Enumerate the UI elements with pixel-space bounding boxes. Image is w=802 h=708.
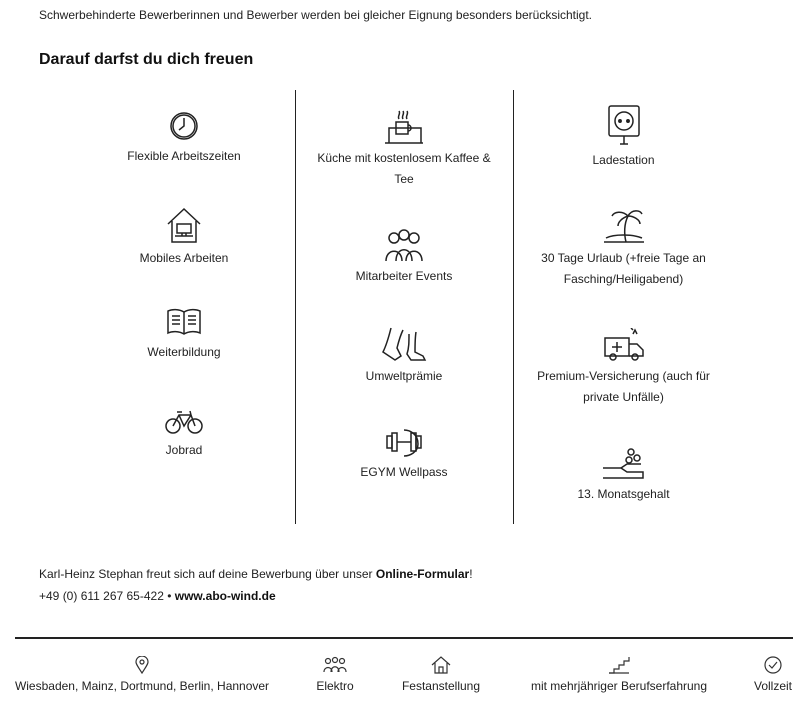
intro-text: Schwerbehinderte Bewerberinnen und Bewerber werden bei gleicher Eignung besonders berücksichtigt. (39, 8, 593, 22)
benefit-label: Ladestation (592, 153, 655, 167)
benefit-label: Jobrad (165, 443, 203, 457)
benefit-egym (296, 426, 512, 483)
house-icon (431, 656, 451, 674)
benefit-flexible-hours (74, 110, 294, 167)
footer-hours: Vollzeit (748, 656, 798, 694)
clock-check-icon (764, 656, 782, 674)
footer-divider (15, 637, 793, 639)
benefit-environment-bonus (296, 326, 512, 387)
benefit-label: 30 Tage Urlaub (+freie Tage an Fasching/Heiligabend) (541, 251, 706, 286)
section-title: Darauf darfst du dich freuen (39, 51, 254, 68)
benefits-column-2 (295, 90, 512, 524)
charging-socket-icon (607, 104, 641, 146)
walking-feet-icon (381, 326, 427, 362)
benefit-label: Flexible Arbeitszeiten (127, 149, 241, 163)
contact-block (39, 563, 473, 607)
people-group-icon (384, 228, 424, 262)
contact-text: Karl-Heinz Stephan freut sich auf deine Bewerbung über unser (39, 567, 376, 581)
coffee-kitchen-icon (383, 108, 425, 144)
clock-icon (168, 110, 200, 142)
benefit-label: Mobiles Arbeiten (139, 251, 229, 265)
contact-text-end: ! (469, 567, 473, 581)
dumbbell-icon (384, 426, 424, 458)
benefit-13th-salary (514, 448, 733, 505)
phone-number: +49 (0) 611 267 65-422 • (39, 589, 175, 603)
stairs-icon (608, 656, 630, 674)
location-pin-icon (135, 656, 149, 674)
benefit-label: Mitarbeiter Events (355, 269, 453, 283)
footer-experience: mit mehrjähriger Berufserfahrung (528, 656, 710, 694)
benefit-training (74, 306, 294, 363)
benefit-charging-station (514, 104, 733, 171)
online-form-link[interactable]: Online-Formular (375, 567, 470, 581)
benefit-label: EGYM Wellpass (360, 465, 448, 479)
benefit-jobrad (74, 408, 294, 461)
benefit-insurance (514, 328, 733, 408)
benefit-label: Weiterbildung (147, 345, 221, 359)
footer-department: Elektro (305, 656, 365, 694)
benefit-events (296, 228, 512, 287)
footer-employment: Festanstellung (398, 656, 484, 694)
palm-island-icon (602, 206, 646, 244)
benefit-kitchen (296, 108, 512, 190)
benefit-vacation (514, 206, 733, 290)
benefit-label: 13. Monatsgehalt (577, 487, 670, 501)
benefits-column-1 (74, 90, 294, 524)
footer-location: Wiesbaden, Mainz, Dortmund, Berlin, Hannover (14, 656, 270, 694)
contact-phone-line (39, 585, 473, 607)
benefit-label: Umweltprämie (365, 369, 443, 383)
contact-line (39, 563, 473, 585)
benefit-label: Küche mit kostenlosem Kaffee & Tee (317, 151, 491, 186)
bicycle-icon (165, 408, 203, 436)
website-link[interactable]: www.abo-wind.de (174, 589, 276, 603)
benefit-label: Premium-Versicherung (auch für private Unfälle) (537, 369, 710, 404)
team-icon (323, 656, 347, 674)
coins-hand-icon (601, 448, 647, 480)
benefits-column-3 (513, 90, 733, 524)
benefit-mobile-work (74, 206, 294, 269)
home-office-icon (166, 206, 202, 244)
book-icon (165, 306, 203, 338)
ambulance-icon (601, 328, 647, 362)
